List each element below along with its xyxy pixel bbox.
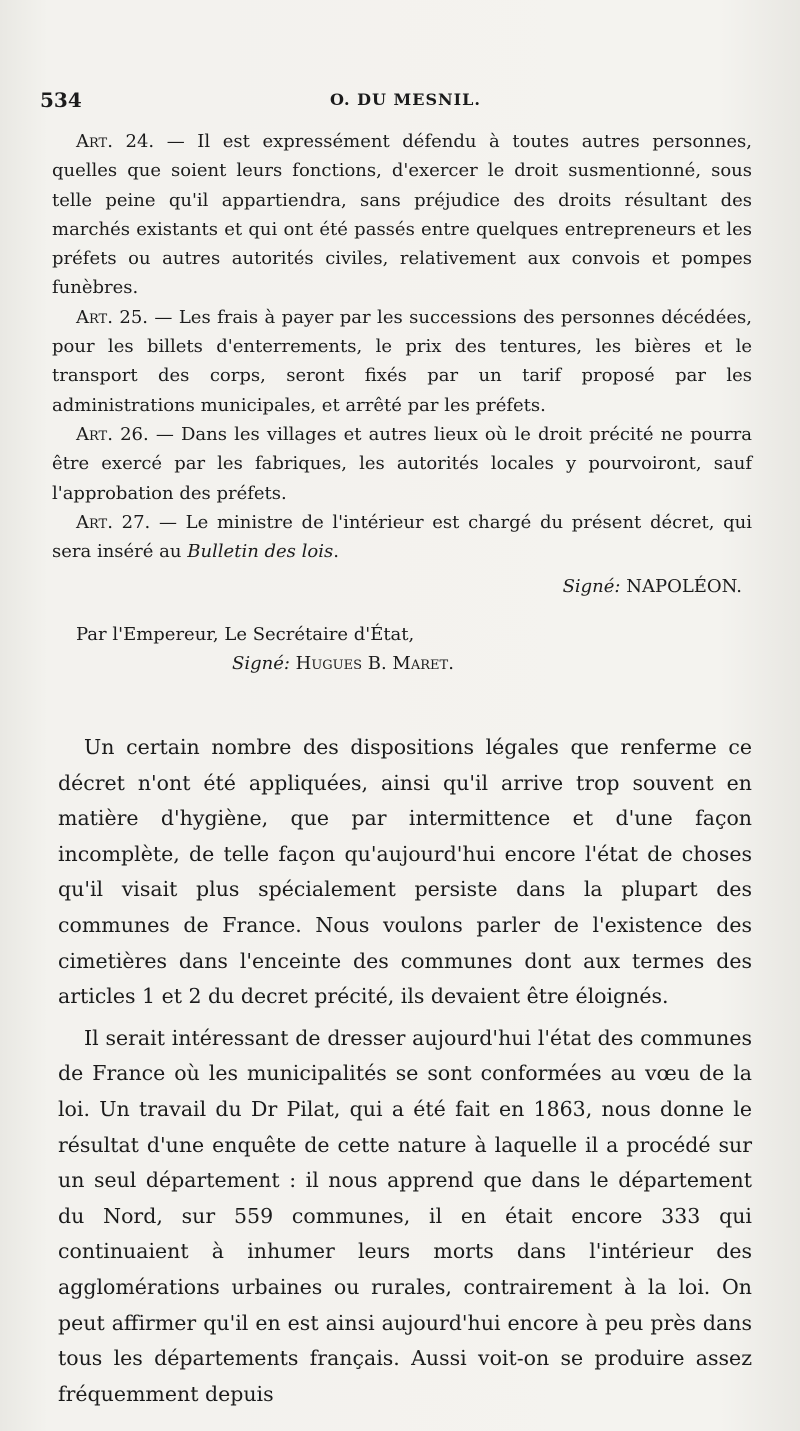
article-26 <box>52 420 752 508</box>
article-27 <box>52 508 752 567</box>
signature-name: NAPOLÉON. <box>620 576 742 598</box>
article-text: — Il est expressément défendu à toutes autres personnes, quelles que soient leurs fonctions, d'exercer le droit susmentionné, sous telle peine qu'il appartiendra, sans préjudice des droits résultant des marchés existants et qui ont été passés entre quelques entrepreneurs et les préfets ou autres autorités civiles, relativement aux convois et pompes funèbres. <box>52 131 752 299</box>
article-25 <box>52 303 752 420</box>
signature-napoleon <box>52 572 752 601</box>
article-text: — Le ministre de l'intérieur est chargé du présent décret, qui sera inséré au <box>52 511 752 563</box>
signature-maret <box>232 649 752 678</box>
body-paragraph-2: Il serait intéressant de dresser aujourd'hui l'état des communes de France où les municipalités se sont conformées au vœu de la loi. Un travail du Dr Pilat, qui a été fait en 1863, nous donne le résultat d'une enquête de cette nature à laquelle il a procédé sur un seul département : il nous apprend que dans le département du Nord, sur 559 communes, il en était encore 333 qui continuaient à inhumer leurs morts dans l'intérieur des agglomérations urbaines ou rurales, contrairement à la loi. On peut affirmer qu'il en est ainsi aujourd'hui encore à peu près dans tous les départements français. Aussi voit-on se produire assez fréquemment depuis <box>58 1025 752 1406</box>
article-label: Art. 25. <box>76 306 148 328</box>
page-header <box>40 88 760 116</box>
article-label: Art. 24. <box>76 131 155 152</box>
article-text: — Dans les villages et autres lieux où le droit précité ne pourra être exercé par les fabriques, les autorités locales y pourvoiront, sauf l'approbation des préfets. <box>52 423 752 504</box>
page-number: 534 <box>40 88 82 112</box>
signature-label: Signé: <box>562 576 621 598</box>
article-text-end: . <box>333 541 339 563</box>
article-text: — Les frais à payer par les successions des personnes décédées, pour les billets d'enterrements, le prix des tentures, les bières et le transport des corps, seront fixés par un tarif proposé par les administrations municipales, et arrêté par les préfets. <box>52 306 752 416</box>
body-paragraph-1: Un certain nombre des dispositions légales que renferme ce décret n'ont été appliquées, ainsi qu'il arrive trop souvent en matière d'hygiène, que par intermittence et d'une façon incomplète, de telle façon qu'aujourd'hui encore l'état de choses qu'il visait plus spécialement persiste dans la plupart des communes de France. Nous voulons parler de l'existence des cimetières dans l'enceinte des communes dont aux termes des articles 1 et 2 du decret précité, ils devaient être éloignés. <box>58 735 752 1009</box>
article-label: Art. 26. <box>76 423 149 445</box>
body-text <box>58 730 752 1416</box>
article-label: Art. 27. <box>76 511 151 533</box>
signature-name: Hugues B. Maret. <box>289 653 454 675</box>
running-head: O. DU MESNIL. <box>330 90 481 109</box>
decree-articles <box>52 127 752 678</box>
par-empereur-line: Par l'Empereur, Le Secrétaire d'État, <box>76 623 415 645</box>
signature-label: Signé: <box>232 653 290 675</box>
article-24 <box>52 127 752 303</box>
bulletin-title: Bulletin des lois <box>187 541 334 563</box>
